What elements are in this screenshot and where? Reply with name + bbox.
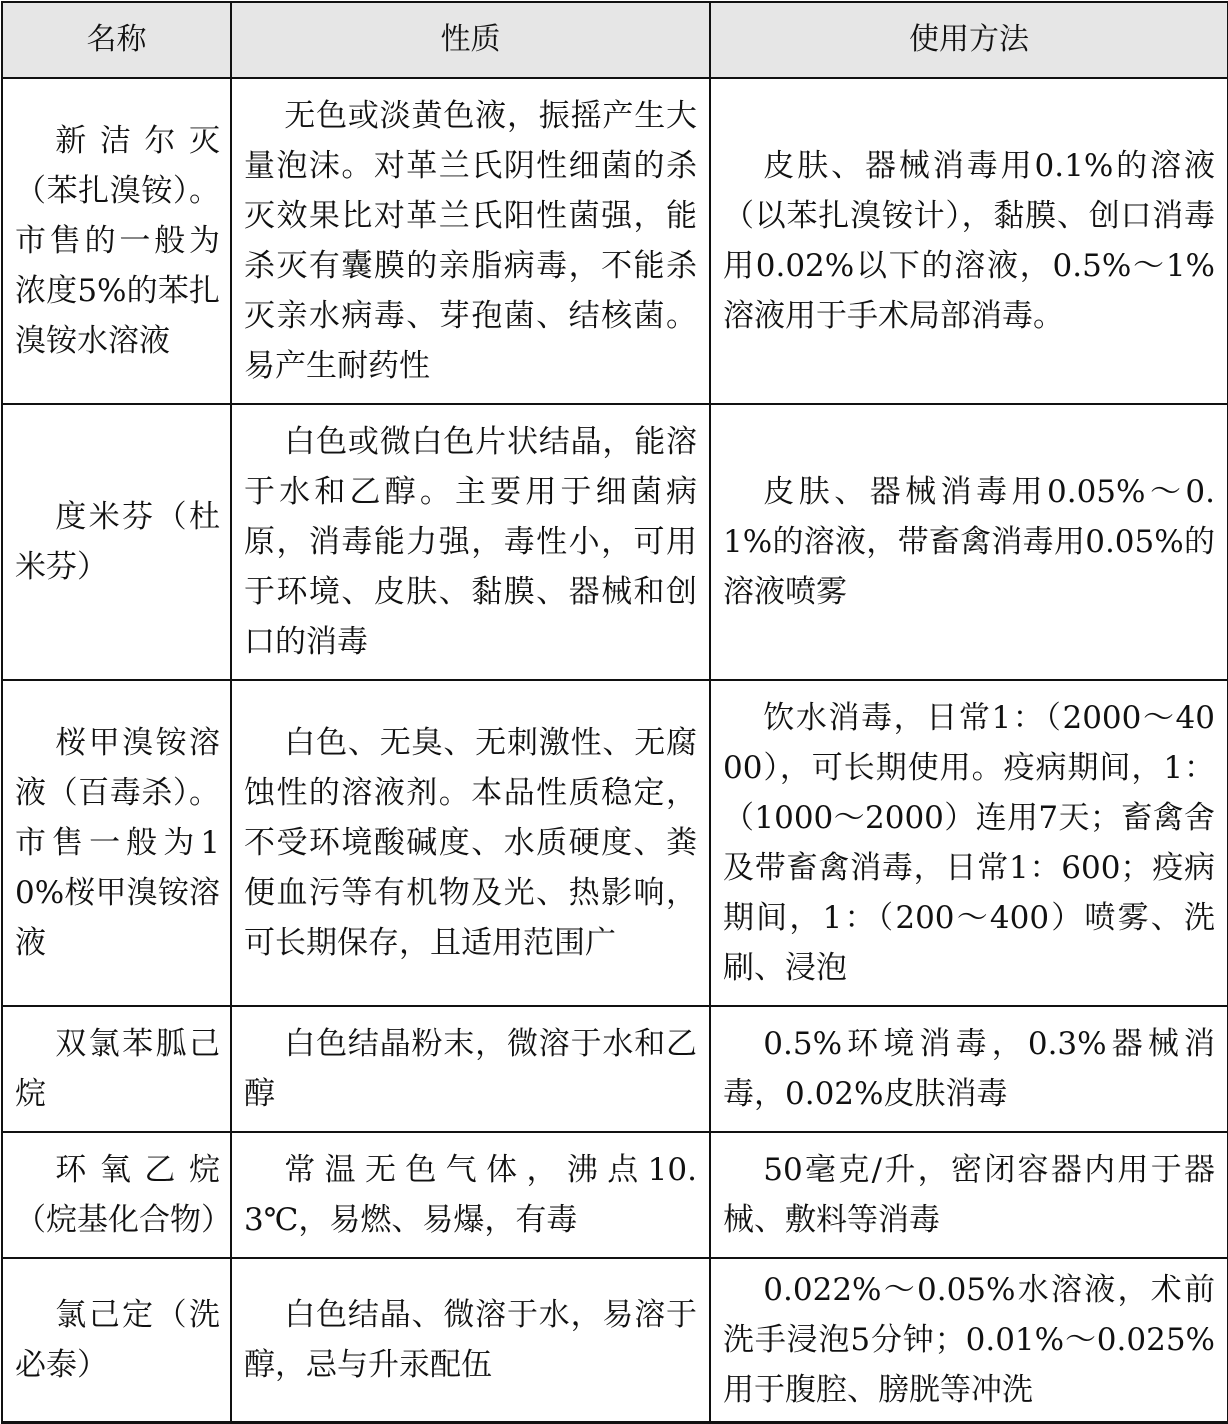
cell-usage xyxy=(710,404,1228,680)
table-row xyxy=(2,404,1228,680)
property-text: 常温无色气体，沸点10.3℃，易燃、易爆，有毒 xyxy=(244,1152,697,1238)
name-text: 氯己定（洗必泰） xyxy=(15,1297,220,1383)
cell-usage xyxy=(710,1132,1228,1258)
cell-property xyxy=(231,78,710,404)
disinfectant-table xyxy=(1,1,1228,1424)
cell-property xyxy=(231,1258,710,1423)
cell-property xyxy=(231,1132,710,1258)
property-text: 白色、无臭、无刺激性、无腐蚀性的溶液剂。本品性质稳定，不受环境酸碱度、水质硬度、粪便血污等有机物及光、热影响，可长期保存，且适用范围广 xyxy=(244,725,697,961)
cell-usage xyxy=(710,1258,1228,1423)
cell-property xyxy=(231,404,710,680)
table-row xyxy=(2,1132,1228,1258)
property-text: 白色或微白色片状结晶，能溶于水和乙醇。主要用于细菌病原，消毒能力强，毒性小，可用于环境、皮肤、黏膜、器械和创口的消毒 xyxy=(244,424,697,660)
table-row xyxy=(2,1006,1228,1132)
table-row xyxy=(2,680,1228,1006)
table-row xyxy=(2,78,1228,404)
cell-usage xyxy=(710,680,1228,1006)
cell-name xyxy=(2,1006,231,1132)
usage-text: 皮肤、器械消毒用0.05%～0.1%的溶液，带畜禽消毒用0.05%的溶液喷雾 xyxy=(723,474,1215,610)
usage-text: 50毫克/升，密闭容器内用于器械、敷料等消毒 xyxy=(723,1152,1215,1238)
usage-text: 0.5%环境消毒，0.3%器械消毒，0.02%皮肤消毒 xyxy=(723,1026,1215,1112)
usage-text: 饮水消毒，日常1：（2000～4000），可长期使用。疫病期间，1：（1000～2000）连用7天；畜禽舍及带畜禽消毒，日常1：600；疫病期间，1：（200～400）喷雾、洗刷、浸泡 xyxy=(723,700,1215,986)
cell-property xyxy=(231,680,710,1006)
name-text: 桜甲溴铵溶液（百毒杀）。市售一般为10%桜甲溴铵溶液 xyxy=(15,725,220,961)
header-usage: 使用方法 xyxy=(710,2,1228,78)
name-text: 度米芬（杜米芬） xyxy=(15,499,220,585)
usage-text: 皮肤、器械消毒用0.1%的溶液（以苯扎溴铵计），黏膜、创口消毒用0.02%以下的溶液，0.5%～1%溶液用于手术局部消毒。 xyxy=(723,148,1215,334)
table-row xyxy=(2,1258,1228,1423)
cell-property xyxy=(231,1006,710,1132)
property-text: 无色或淡黄色液，振摇产生大量泡沫。对革兰氏阴性细菌的杀灭效果比对革兰氏阳性菌强，能杀灭有囊膜的亲脂病毒，不能杀灭亲水病毒、芽孢菌、结核菌。易产生耐药性 xyxy=(244,98,697,384)
cell-name xyxy=(2,404,231,680)
cell-name xyxy=(2,1132,231,1258)
property-text: 白色结晶、微溶于水，易溶于醇，忌与升汞配伍 xyxy=(244,1297,697,1383)
cell-name xyxy=(2,680,231,1006)
usage-text: 0.022%～0.05%水溶液，术前洗手浸泡5分钟；0.01%～0.025%用于腹腔、膀胱等冲洗 xyxy=(723,1272,1215,1408)
name-text: 新洁尔灭（苯扎溴铵）。市售的一般为浓度5%的苯扎溴铵水溶液 xyxy=(15,123,220,359)
name-text: 双氯苯胍己烷 xyxy=(15,1026,220,1112)
cell-usage xyxy=(710,1006,1228,1132)
header-name: 名称 xyxy=(2,2,231,78)
cell-usage xyxy=(710,78,1228,404)
property-text: 白色结晶粉末，微溶于水和乙醇 xyxy=(244,1026,697,1112)
cell-name xyxy=(2,1258,231,1423)
header-property: 性质 xyxy=(231,2,710,78)
cell-name xyxy=(2,78,231,404)
name-text: 环氧乙烷（烷基化合物） xyxy=(15,1152,232,1238)
header-row xyxy=(2,2,1228,78)
